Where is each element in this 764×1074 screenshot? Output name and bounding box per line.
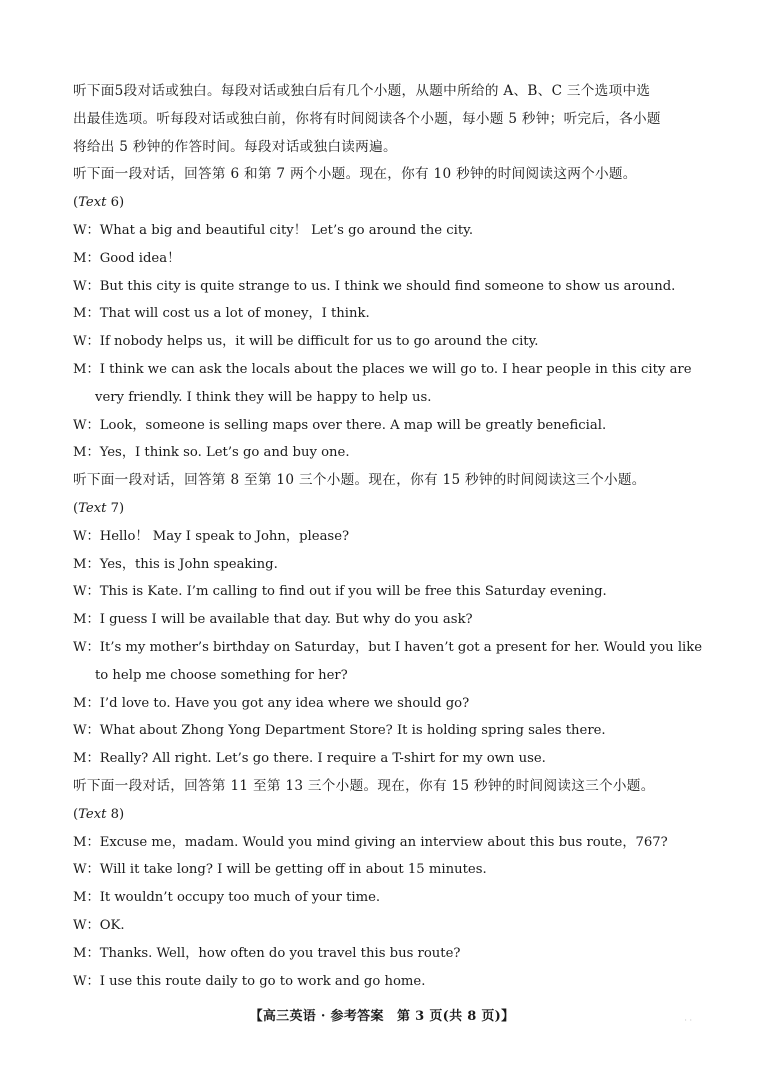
dialogue-line-continued: to help me choose something for her? xyxy=(95,667,348,683)
dialogue-line: W：What a big and beautiful city！ Let’s go around the city. xyxy=(73,222,474,238)
dialogue-line: M：Thanks. Well，how often do you travel this bus route? xyxy=(73,945,461,961)
dialogue-line: M：Excuse me，madam. Would you mind giving an interview about this bus route，767? xyxy=(73,834,668,850)
instruction-line: 将给出 5 秒钟的作答时间。每段对话或独白读两遍。 xyxy=(73,138,397,155)
dialogue-line: M：Really? All right. Let’s go there. I require a T-shirt for my own use. xyxy=(73,751,546,767)
corner-mark: · · xyxy=(684,1016,692,1025)
dialogue-line: W：But this city is quite strange to us. I think we should find someone to show us around. xyxy=(73,278,676,294)
dialogue-line: M：It wouldn’t occupy too much of your time. xyxy=(73,890,381,906)
dialogue-line: W：I use this route daily to go to work and go home. xyxy=(73,973,426,989)
dialogue-line: M：I’d love to. Have you got any idea where we should go? xyxy=(73,695,470,711)
dialogue-line: M：I think we can ask the locals about the places we will go to. I hear people in this city are xyxy=(73,361,692,377)
dialogue-line: W：Hello！ May I speak to John，please? xyxy=(73,528,350,544)
text-label: (Text 7) xyxy=(73,500,125,516)
instruction-line: 听下面5段对话或独白。每段对话或独白后有几个小题，从题中所给的 A、B、C 三个选项中选 xyxy=(73,83,651,99)
dialogue-line: M：Yes，this is John speaking. xyxy=(73,556,278,572)
dialogue-line-continued: very friendly. I think they will be happy to help us. xyxy=(95,389,432,405)
dialogue-line: W：OK. xyxy=(73,917,125,933)
dialogue-line: W：It’s my mother’s birthday on Saturday，but I haven’t got a present for her. Would you like xyxy=(73,639,703,655)
text-label: (Text 6) xyxy=(73,195,125,211)
dialogue-line: W：This is Kate. I’m calling to find out if you will be free this Saturday evening. xyxy=(73,584,607,600)
section-prompt: 听下面一段对话，回答第 11 至第 13 三个小题。现在，你有 15 秒钟的时间阅读这三个小题。 xyxy=(73,777,655,794)
dialogue-line: M：That will cost us a lot of money，I think. xyxy=(73,306,370,322)
instruction-line: 出最佳选项。听每段对话或独白前，你将有时间阅读各个小题，每小题 5 秒钟；听完后，各小题 xyxy=(73,110,661,127)
dialogue-line: M：Good idea！ xyxy=(73,250,181,266)
dialogue-line: M：Yes，I think so. Let’s go and buy one. xyxy=(73,445,350,461)
text-label: (Text 8) xyxy=(73,806,125,822)
section-prompt: 听下面一段对话，回答第 6 和第 7 两个小题。现在，你有 10 秒钟的时间阅读这两个小题。 xyxy=(73,166,637,183)
dialogue-line: W：What about Zhong Yong Department Store? It is holding spring sales there. xyxy=(73,723,606,739)
dialogue-line: W：Look，someone is selling maps over there. A map will be greatly beneficial. xyxy=(73,417,607,433)
section-prompt: 听下面一段对话，回答第 8 至第 10 三个小题。现在，你有 15 秒钟的时间阅读这三个小题。 xyxy=(73,472,646,489)
dialogue-line: W：If nobody helps us，it will be difficult for us to go around the city. xyxy=(73,334,539,350)
dialogue-line: W：Will it take long? I will be getting off in about 15 minutes. xyxy=(73,862,487,878)
dialogue-line: M：I guess I will be available that day. But why do you ask? xyxy=(73,612,473,628)
page-content xyxy=(73,78,703,995)
page-footer: 【高三英语 · 参考答案 第 3 页(共 8 页)】 xyxy=(249,1009,515,1024)
